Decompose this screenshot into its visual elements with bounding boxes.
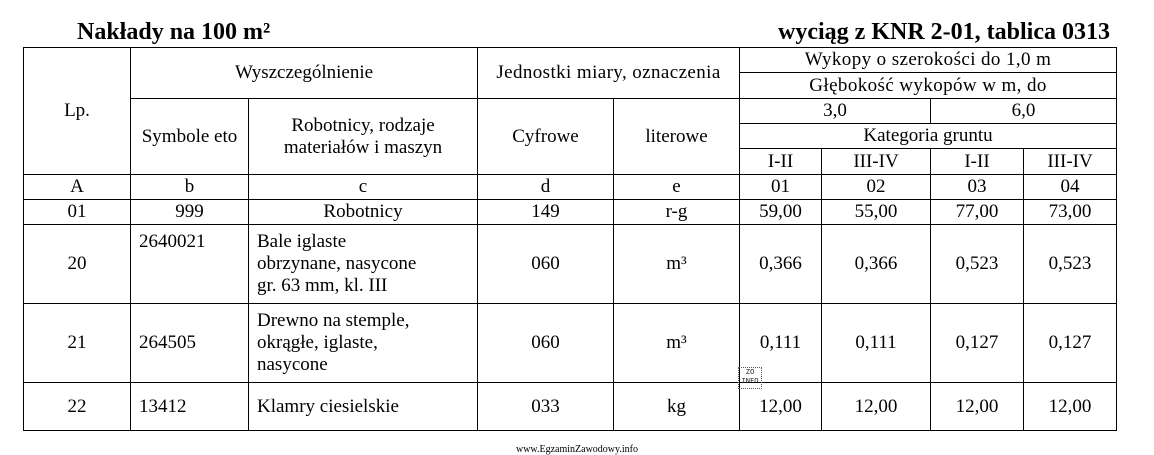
name-line: Drewno na stemple, <box>257 310 410 331</box>
literowe-header: literowe <box>614 99 740 175</box>
value-cell: 0,111 <box>822 304 931 383</box>
depth-6-header: 6,0 <box>931 99 1117 124</box>
value-cell: 12,00 <box>822 383 931 431</box>
cyfrowe-cell: 060 <box>478 304 614 383</box>
column-letter: c <box>249 175 478 200</box>
symbol-cell: 999 <box>131 200 249 225</box>
value-cell: 0,523 <box>1024 225 1117 304</box>
table-row <box>24 383 1117 431</box>
name-cell: Klamry ciesielskie <box>249 383 478 431</box>
value-cell: 0,127 <box>1024 304 1117 383</box>
symbol-cell: 264505 <box>131 304 249 383</box>
symbol-cell: 13412 <box>131 383 249 431</box>
column-letter: 04 <box>1024 175 1117 200</box>
lp-cell: 21 <box>24 304 131 383</box>
cyfrowe-header: Cyfrowe <box>478 99 614 175</box>
value-cell: 73,00 <box>1024 200 1117 225</box>
depth-3-header: 3,0 <box>740 99 931 124</box>
literowe-cell: m³ <box>614 304 740 383</box>
name-line: obrzynane, nasycone <box>257 253 417 274</box>
lp-header: Lp. <box>24 48 131 175</box>
knr-reference: wyciąg z KNR 2-01, tablica 0313 <box>778 19 1110 45</box>
kat-header: I-II <box>931 149 1024 175</box>
value-cell: 59,00 <box>740 200 822 225</box>
glebokosc-header: Głębokość wykopów w m, do <box>740 73 1117 99</box>
value-cell: 0,111 <box>740 304 822 383</box>
name-cell <box>249 304 478 383</box>
lp-cell: 22 <box>24 383 131 431</box>
stamp-line: ZO <box>745 368 755 376</box>
column-letter: 03 <box>931 175 1024 200</box>
name-line: gr. 63 mm, kl. III <box>257 275 388 296</box>
column-letter: b <box>131 175 249 200</box>
column-letter: A <box>24 175 131 200</box>
table-title: Nakłady na 100 m² <box>77 19 271 45</box>
lp-cell: 01 <box>24 200 131 225</box>
kat-header: I-II <box>740 149 822 175</box>
value-cell: 0,523 <box>931 225 1024 304</box>
kat-header: III-IV <box>1024 149 1117 175</box>
literowe-cell: m³ <box>614 225 740 304</box>
robotnicy-header: Robotnicy, rodzaje materiałów i maszyn <box>249 99 478 175</box>
column-letter: 01 <box>740 175 822 200</box>
value-cell: 0,366 <box>822 225 931 304</box>
column-letters-row <box>24 175 1117 200</box>
value-cell: 55,00 <box>822 200 931 225</box>
name-line: Bale iglaste <box>257 231 347 252</box>
table-row <box>24 225 1117 304</box>
zo-info-stamp <box>738 367 762 389</box>
column-letter: e <box>614 175 740 200</box>
value-cell: 77,00 <box>931 200 1024 225</box>
name-cell <box>249 225 478 304</box>
wyszczegolnienie-header: Wyszczególnienie <box>131 48 478 99</box>
source-url: www.EgzaminZawodowy.info <box>515 444 638 455</box>
jednostki-header: Jednostki miary, oznaczenia <box>478 48 740 99</box>
symbol-cell: 2640021 <box>131 225 249 304</box>
value-cell: 12,00 <box>1024 383 1117 431</box>
column-letter: 02 <box>822 175 931 200</box>
table-row <box>24 200 1117 225</box>
kat-header: III-IV <box>822 149 931 175</box>
kategoria-header: Kategoria gruntu <box>740 124 1117 149</box>
name-line: nasycone <box>257 354 328 375</box>
name-line: okrągłe, iglaste, <box>257 332 378 353</box>
cyfrowe-cell: 060 <box>478 225 614 304</box>
value-cell: 0,127 <box>931 304 1024 383</box>
value-cell: 12,00 <box>740 383 822 431</box>
value-cell: 12,00 <box>931 383 1024 431</box>
stamp-line: INFO <box>741 377 759 385</box>
lp-cell: 20 <box>24 225 131 304</box>
literowe-cell: r-g <box>614 200 740 225</box>
cyfrowe-cell: 149 <box>478 200 614 225</box>
wykopy-header: Wykopy o szerokości do 1,0 m <box>740 48 1117 73</box>
column-letter: d <box>478 175 614 200</box>
name-cell: Robotnicy <box>249 200 478 225</box>
table-row <box>24 304 1117 383</box>
cyfrowe-cell: 033 <box>478 383 614 431</box>
symbole-header: Symbole eto <box>131 99 249 175</box>
literowe-cell: kg <box>614 383 740 431</box>
value-cell: 0,366 <box>740 225 822 304</box>
norms-table <box>23 47 1117 431</box>
